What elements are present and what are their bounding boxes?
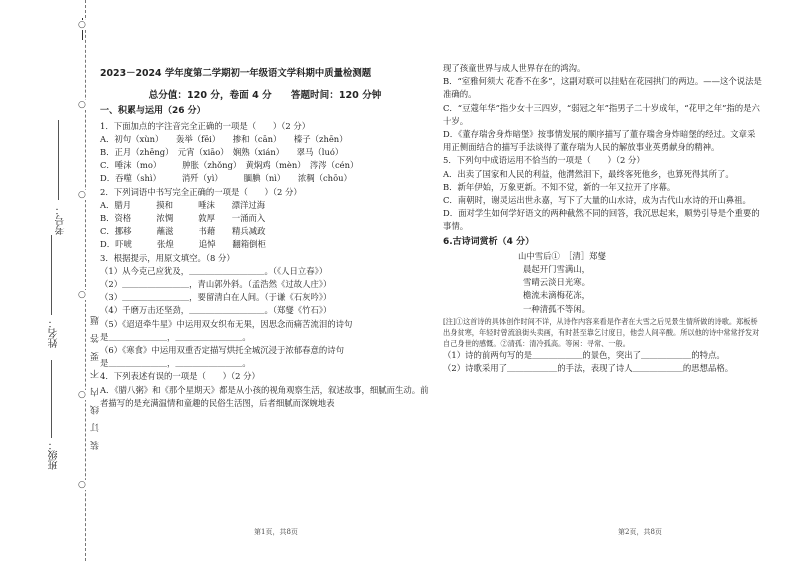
name-blank[interactable] — [51, 235, 52, 315]
q3-item-2: （2）＿＿＿＿＿＿＿＿，青山郭外斜。（孟浩然《过故人庄》） — [100, 279, 332, 290]
binding-hole-mark: ○ — [78, 20, 86, 30]
footer-left-page-number: 第1页，共8页 — [254, 528, 298, 536]
q2-option-d: D．吓唬 张煌 追悼 翻箱倒柜 — [100, 239, 266, 250]
poem-line-1: 晨起开门雪满山， — [523, 264, 590, 275]
binding-hole-mark: ○ — [78, 480, 86, 490]
q4-option-b: B．“室雅何须大 花香不在多”，这副对联可以挂贴在花园拱门的两边。——这个说法是准确的。 — [443, 76, 762, 100]
q4-stem: 4．下列表述有误的一项是（ ）（2 分） — [100, 371, 260, 382]
poem-title: 山中雪后① ［清］郑燮 — [518, 250, 606, 261]
q6-stem: 6.古诗词赏析（4 分） — [443, 236, 535, 247]
poem-line-2: 雪晴云淡日光寒。 — [523, 277, 590, 288]
q3-item-5-blank: 是＿＿＿＿＿＿＿，＿＿＿＿＿＿＿＿。 — [100, 331, 251, 342]
footer-right-page-number: 第2页，共8页 — [618, 528, 662, 536]
q1-stem: 1．下面加点的字注音完全正确的一项是（ ）（2 分） — [100, 120, 311, 131]
q6-sub-2: （2）诗歌采用了＿＿＿＿＿＿的手法，表现了诗人＿＿＿＿＿＿的思想品格。 — [443, 363, 734, 374]
label-class: 班级： — [49, 440, 60, 470]
q3-item-4: （4）千磨万击还坚劲，＿＿＿＿＿＿＿＿＿。（郑燮《竹石》） — [100, 305, 332, 316]
q3-stem: 3．根据提示，用原文填空。（8 分） — [100, 252, 235, 263]
q2-option-b: B．资格 浓惆 敦厚 一涌而入 — [100, 213, 266, 224]
exam-info: 总分值：120 分，卷面 4 分 答题时间：120 分钟 — [148, 90, 382, 102]
left-page — [100, 60, 430, 410]
q5-option-a: A．出卖了国家和人民的利益，他潸然泪下，最终客死他乡，也算死得其所了。 — [443, 168, 734, 179]
q3-item-1: （1）从今克己应犹及，＿＿＿＿＿＿＿＿＿。（《人日立春》） — [100, 265, 328, 276]
q2-option-c: C．挪移 蘸滋 书藉 精兵减政 — [100, 226, 266, 237]
label-name: 姓名： — [49, 318, 60, 348]
q3-item-3: （3）＿＿＿＿＿＿＿＿，要留清白在人间。（于谦《石灰吟》） — [100, 292, 332, 303]
poem-line-3: 檐流未滴梅花冻， — [523, 290, 590, 301]
q4-option-d: D．《董存瑞舍身炸暗堡》按事情发展的顺序描写了董存瑞舍身炸暗堡的经过。文章采用正侧面结合的描写手法谈得了董存瑞为人民的解放事业英勇献身的精神。 — [443, 129, 756, 153]
q4-option-a-cont: 现了孩童世界与成人世界存在的鸿沟。 — [443, 63, 586, 73]
q2-stem: 2．下列词语中书写完全正确的一项是（ ）（2 分） — [100, 186, 302, 197]
binding-warning: 装 订 线 内 不 要 答 题 — [91, 312, 101, 450]
binding-hole-mark: ○ — [78, 100, 86, 110]
poem-line-4: 一种清孤不等闲。 — [523, 303, 590, 314]
exam-no-blank[interactable] — [58, 120, 59, 200]
poem-note: [注]①这首诗的具体创作时间不详，从诗作内容来看是作者在大雪之后见景生情所做的诗歌。郑板桥出身贫寒，年轻时曾流浪街头卖画，有时甚至靠乞讨度日，他尝人间辛酸。所以他的诗中常常抒发对自己身世的感慨。②清孤：清冷孤高。等闲：寻常、一般。 — [443, 316, 760, 348]
q1-option-d: D．吞噬（shì） 消歼（yì） 腼腆（nì） 浓稠（chōu） — [100, 173, 352, 184]
binding-cut-line — [85, 0, 86, 561]
exam-title: 2023－2024 学年度第二学期初一年级语文学科期中质量检测题 — [100, 68, 372, 79]
binding-hole-mark: ○ — [78, 190, 86, 200]
right-page — [443, 62, 763, 375]
q1-option-c: C．唾沫（mo） 肿胀（zhǒng） 黄焖鸡（mèn） 涔涔（cén） — [100, 160, 359, 171]
q1-option-b: B．正月（zhēng） 元宵（xiāo） 娴熟（xián） 翠马（luó） — [100, 147, 344, 158]
q5-option-c: C．南朝时，谢灵运出世永嘉，写下了大量的山水诗，成为古代山水诗的开山鼻祖。 — [443, 195, 751, 206]
q3-item-6-blank: 是＿＿＿＿＿＿＿，＿＿＿＿＿＿＿＿。 — [100, 358, 251, 369]
q5-option-b: B．新年伊始，万象更新。不知不觉，新的一年又拉开了序幕。 — [443, 181, 676, 192]
q4-option-a: A．《腊八粥》和《那个星期天》都是从小孩的视角观察生活，叙述故事，细腻而生动。前者描写的是充满温情和童趣的民俗生活图，后者细腻而深婉地表 — [100, 384, 429, 408]
class-blank[interactable] — [51, 360, 52, 438]
q3-item-5: （5）《迢迢牵牛星》中运用双女织布无果，因思念而痛苦流泪的诗句 — [100, 318, 353, 329]
q4-option-c: C．“豆蔻年华”指少女十三四岁，“弱冠之年”指男子二十岁成年，“花甲之年”指的是六十岁。 — [443, 102, 760, 126]
q3-item-6: （6）《寒食》中运用双重否定描写烘托全城沉浸于浓郁春意的诗句 — [100, 345, 345, 356]
q5-option-d: D．面对学生如何学好语文的两种截然不同的回答，我沉思起来，顺势引导是个重要的事情。 — [443, 208, 760, 232]
label-exam-no: 考号： — [56, 205, 67, 235]
binding-margin — [0, 0, 101, 561]
q5-stem: 5．下列句中成语运用不恰当的一项是（ ）（2 分） — [443, 155, 645, 166]
q6-sub-1: （1）诗的前两句写的是＿＿＿＿＿＿的景色，突出了＿＿＿＿＿＿的特点。 — [443, 349, 725, 360]
section-1-heading: 一、积累与运用（26 分） — [100, 106, 206, 117]
q2-option-a: A．腊月 摸和 唾沫 漂洋过海 — [100, 199, 266, 210]
q1-option-a: A．初句（xùn） 轰举（fēi） 掺和（cān） 榛子（zhēn） — [100, 133, 348, 144]
binding-hole-mark: ○ — [78, 290, 86, 300]
binding-hole-mark: ○ — [78, 390, 86, 400]
